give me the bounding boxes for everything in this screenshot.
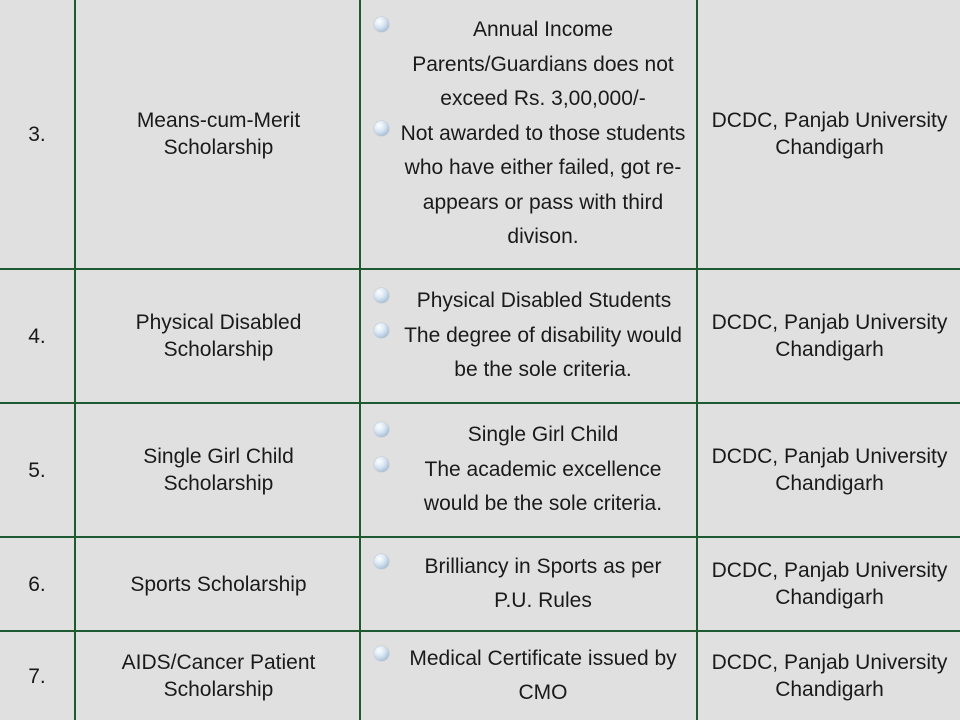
criteria-text: Physical Disabled Students — [416, 289, 672, 313]
row-divider — [0, 630, 960, 632]
bullet-icon — [374, 323, 389, 338]
bullet-icon — [374, 554, 389, 569]
criteria-text: Annual Income Parents/Guardians does not exceed Rs. 3,00,000/- — [412, 18, 674, 111]
table-row — [0, 404, 960, 536]
row-number: 6. — [28, 572, 46, 596]
criteria-item — [368, 550, 692, 619]
scholarship-name — [77, 0, 360, 268]
column-divider — [359, 0, 361, 720]
criteria-item — [368, 117, 692, 255]
scholarship-name-text: Sports Scholarship — [130, 572, 307, 596]
table-row — [0, 270, 960, 402]
bullet-icon — [374, 457, 389, 472]
row-number: 3. — [28, 122, 46, 146]
criteria-text: Brilliancy in Sports as per P.U. Rules — [424, 554, 662, 612]
bullet-icon — [374, 646, 389, 661]
eligibility-criteria — [362, 632, 696, 720]
awarding-body — [699, 404, 960, 536]
eligibility-criteria — [362, 0, 696, 268]
criteria-text: Single Girl Child — [467, 423, 619, 447]
row-number: 5. — [28, 458, 46, 482]
awarding-body-text: DCDC, Panjab University Chandigarh — [711, 651, 948, 701]
scholarship-name — [77, 632, 360, 720]
table-row — [0, 538, 960, 630]
criteria-item — [368, 13, 692, 117]
scholarship-name — [77, 404, 360, 536]
bullet-icon — [374, 288, 389, 303]
eligibility-criteria — [362, 538, 696, 630]
awarding-body-text: DCDC, Panjab University Chandigarh — [711, 559, 948, 609]
scholarship-name-text: Physical Disabled Scholarship — [135, 311, 302, 361]
eligibility-criteria — [362, 404, 696, 536]
criteria-text: Not awarded to those students who have either failed, got re-appears or pass with third divison. — [400, 121, 686, 249]
awarding-body-text: DCDC, Panjab University Chandigarh — [711, 445, 948, 495]
awarding-body-text: DCDC, Panjab University Chandigarh — [711, 109, 948, 159]
bullet-icon — [374, 422, 389, 437]
bullet-icon — [374, 17, 389, 32]
row-number: 4. — [28, 324, 46, 348]
scholarship-name — [77, 270, 360, 402]
criteria-text: The academic excellence would be the sole criteria. — [423, 457, 663, 516]
row-divider — [0, 536, 960, 538]
column-divider — [74, 0, 76, 720]
scholarship-name-text: AIDS/Cancer Patient Scholarship — [121, 651, 316, 701]
row-divider — [0, 402, 960, 404]
criteria-item — [368, 284, 692, 319]
scholarship-name-text: Means-cum-Merit Scholarship — [136, 109, 301, 159]
bullet-icon — [374, 121, 389, 136]
awarding-body — [699, 270, 960, 402]
criteria-text: The degree of disability would be the sole criteria. — [404, 323, 682, 382]
table-row — [0, 0, 960, 268]
criteria-item — [368, 642, 692, 711]
awarding-body-text: DCDC, Panjab University Chandigarh — [711, 311, 948, 361]
criteria-item — [368, 453, 692, 522]
criteria-item — [368, 418, 692, 453]
criteria-text: Medical Certificate issued by CMO — [409, 646, 677, 704]
row-divider — [0, 268, 960, 270]
criteria-item — [368, 319, 692, 388]
awarding-body — [699, 632, 960, 720]
awarding-body — [699, 538, 960, 630]
scholarship-name-text: Single Girl Child Scholarship — [143, 445, 294, 495]
eligibility-criteria — [362, 270, 696, 402]
column-divider — [696, 0, 698, 720]
table-row — [0, 632, 960, 720]
awarding-body — [699, 0, 960, 268]
row-number: 7. — [28, 664, 46, 688]
scholarship-name — [77, 538, 360, 630]
